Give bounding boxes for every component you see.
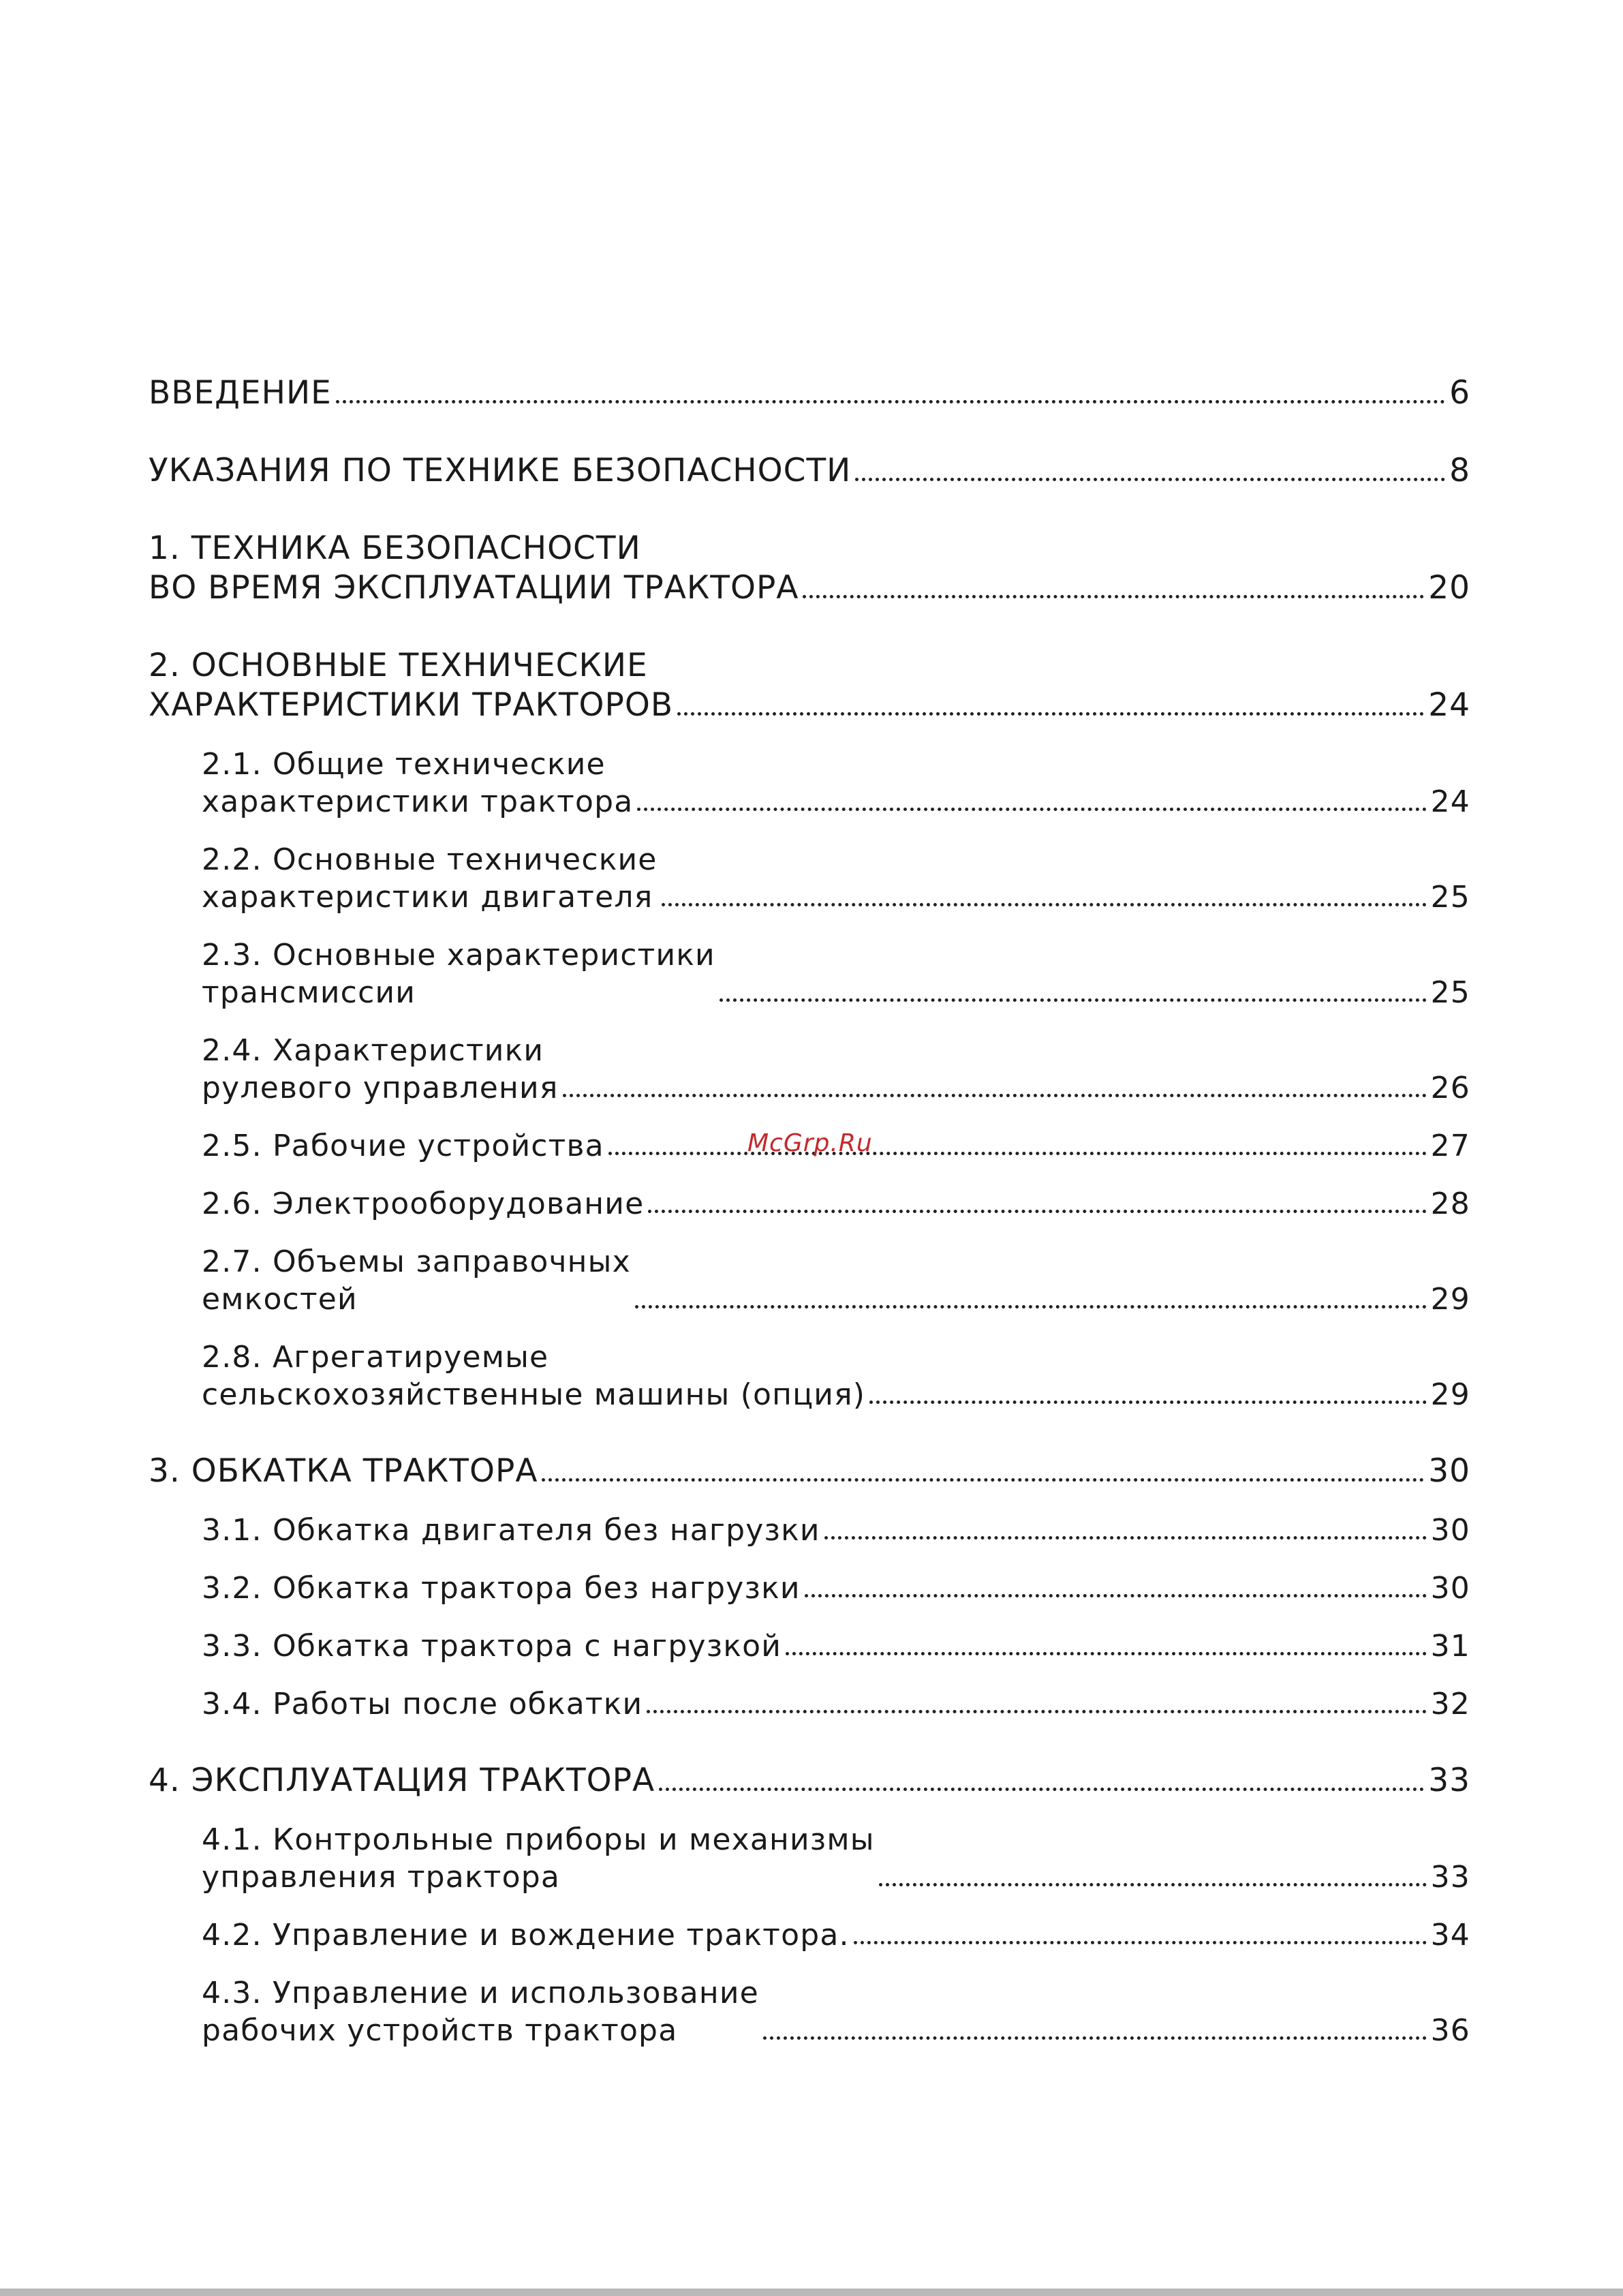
toc-page-number: 29	[1430, 1377, 1470, 1412]
toc-entry-title-line: 4.1. Контрольные приборы и механизмы	[202, 1822, 875, 1857]
toc-entry-title-line: ХАРАКТЕРИСТИКИ ТРАКТОРОВ	[149, 686, 674, 724]
toc-entry-title	[149, 1761, 655, 1801]
toc-entry-title-line: 4.2. Управление и вождение трактора.	[202, 1918, 850, 1953]
dot-leader	[805, 1594, 1427, 1597]
dot-leader	[677, 712, 1424, 716]
toc-page-number: 30	[1430, 1571, 1470, 1606]
toc-entry[interactable]	[149, 1512, 1470, 1549]
toc-entry-title	[202, 1627, 782, 1665]
toc-page-number: 25	[1430, 880, 1470, 915]
toc-entry-title-line: 2.5. Рабочие устройства	[202, 1129, 604, 1163]
toc-entry[interactable]	[149, 1685, 1470, 1723]
toc-entry-title	[202, 1127, 604, 1165]
dot-leader	[608, 1152, 1427, 1155]
toc-entry-title-line: 3. ОБКАТКА ТРАКТОРА	[149, 1452, 538, 1490]
dot-leader	[336, 400, 1445, 403]
toc-entry-title-line: характеристики двигателя	[202, 880, 653, 915]
toc-entry[interactable]	[149, 1338, 1470, 1413]
toc-entry-title-line: 2.6. Электрооборудование	[202, 1187, 645, 1221]
toc-entry[interactable]	[149, 1916, 1470, 1954]
toc-entry-title	[202, 1243, 631, 1318]
toc-entry-title-line: 2.1. Общие технические	[202, 747, 606, 782]
toc-entry-title-line: трансмиссии	[202, 975, 416, 1010]
toc-entry-title	[202, 936, 715, 1011]
toc-entry[interactable]	[149, 1627, 1470, 1665]
toc-entry-title-line: управления трактора	[202, 1860, 560, 1895]
toc-entry-title-line: ВВЕДЕНИЕ	[149, 374, 332, 412]
dot-leader	[563, 1094, 1427, 1097]
toc-entry[interactable]	[149, 1185, 1470, 1223]
toc-entry[interactable]	[149, 936, 1470, 1011]
toc-entry[interactable]	[149, 529, 1470, 608]
page-bottom-edge	[0, 2289, 1623, 2296]
dot-leader	[879, 1883, 1427, 1886]
toc-entry-title-line: 1. ТЕХНИКА БЕЗОПАСНОСТИ	[149, 530, 641, 567]
toc-entry-title-line: 2.3. Основные характеристики	[202, 938, 715, 973]
toc-page-number: 28	[1430, 1187, 1470, 1221]
toc-entry-title-line: 2. ОСНОВНЫЕ ТЕХНИЧЕСКИЕ	[149, 647, 648, 684]
toc-page-number: 20	[1428, 569, 1470, 607]
toc-entry-title-line: рулевого управления	[202, 1071, 559, 1105]
toc-page-number: 34	[1430, 1918, 1470, 1953]
toc-entry-title	[149, 1452, 538, 1491]
toc-entry[interactable]	[149, 373, 1470, 413]
toc-entry[interactable]	[149, 1570, 1470, 1607]
toc-entry-title	[202, 1916, 850, 1954]
toc-entry-title-line: емкостей	[202, 1282, 358, 1317]
toc-entry-title	[202, 746, 633, 821]
dot-leader	[635, 1305, 1427, 1308]
toc-entry-title	[149, 373, 332, 413]
toc-entry[interactable]	[149, 451, 1470, 491]
dot-leader	[824, 1536, 1427, 1540]
dot-leader	[659, 1788, 1424, 1791]
toc-entry-title-line: УКАЗАНИЯ ПО ТЕХНИКЕ БЕЗОПАСНОСТИ	[149, 452, 852, 489]
toc-entry-title	[202, 1032, 559, 1107]
toc-entry-title-line: рабочих устройств трактора	[202, 2013, 678, 2048]
dot-leader	[786, 1652, 1427, 1655]
toc-entry-title	[202, 1685, 643, 1723]
toc-entry-title-line: 4. ЭКСПЛУАТАЦИЯ ТРАКТОРА	[149, 1762, 655, 1799]
toc-entry-title-line: характеристики трактора	[202, 784, 634, 819]
toc-entry[interactable]	[149, 1032, 1470, 1107]
toc-entry-title	[202, 1974, 759, 2049]
toc-page-number: 33	[1428, 1762, 1470, 1799]
toc-entry-title-line: 3.2. Обкатка трактора без нагрузки	[202, 1571, 801, 1606]
toc-entry[interactable]	[149, 646, 1470, 725]
toc-page-number: 24	[1428, 686, 1470, 724]
toc-entry[interactable]	[149, 1974, 1470, 2049]
dot-leader	[855, 478, 1445, 481]
toc-page-number: 29	[1430, 1282, 1470, 1317]
toc-page-number: 6	[1449, 374, 1470, 412]
toc-entry-title	[202, 1338, 865, 1413]
toc-entry[interactable]	[149, 841, 1470, 916]
toc-entry-title	[202, 1185, 644, 1223]
toc-entry[interactable]	[149, 1243, 1470, 1318]
toc-entry-title-line: 2.2. Основные технические	[202, 842, 658, 877]
toc-entry-title	[202, 841, 658, 916]
toc-page-number: 32	[1430, 1687, 1470, 1721]
toc-page-number: 27	[1430, 1129, 1470, 1163]
dot-leader	[542, 1478, 1424, 1482]
dot-leader	[647, 1710, 1426, 1713]
dot-leader	[854, 1941, 1427, 1944]
toc-entry-title-line: 3.4. Работы после обкатки	[202, 1687, 643, 1721]
toc-entry-title	[149, 646, 673, 725]
toc-entry[interactable]	[149, 1761, 1470, 1801]
toc-page-number: 8	[1449, 452, 1470, 489]
toc-entry-title-line: 2.8. Агрегатируемые	[202, 1340, 549, 1375]
toc-entry-title-line: 2.4. Характеристики	[202, 1033, 544, 1068]
toc-entry-title	[149, 451, 851, 491]
dot-leader	[648, 1210, 1426, 1213]
dot-leader	[763, 2036, 1427, 2040]
dot-leader	[869, 1400, 1426, 1404]
toc-entry-title	[202, 1570, 801, 1607]
watermark: McGrp.Ru	[747, 1129, 873, 1157]
toc-entry[interactable]	[149, 1452, 1470, 1491]
toc-page-number: 31	[1430, 1629, 1470, 1664]
dot-leader	[662, 903, 1427, 906]
table-of-contents	[149, 373, 1470, 2049]
toc-entry-title-line: ВО ВРЕМЯ ЭКСПЛУАТАЦИИ ТРАКТОРА	[149, 569, 799, 607]
toc-entry[interactable]	[149, 746, 1470, 821]
toc-entry-title-line: 2.7. Объемы заправочных	[202, 1244, 631, 1279]
toc-page-number: 30	[1428, 1452, 1470, 1490]
dot-leader	[637, 808, 1426, 811]
toc-entry-title-line: 3.1. Обкатка двигателя без нагрузки	[202, 1513, 820, 1548]
toc-entry-title-line: сельскохозяйственные машины (опция)	[202, 1377, 866, 1412]
toc-page-number: 24	[1430, 784, 1470, 819]
toc-page-number: 33	[1430, 1860, 1470, 1895]
toc-entry-title-line: 4.3. Управление и использование	[202, 1976, 759, 2010]
toc-page-number: 36	[1430, 2013, 1470, 2048]
toc-page-number: 25	[1430, 975, 1470, 1010]
toc-entry[interactable]	[149, 1821, 1470, 1896]
toc-page-number: 30	[1430, 1513, 1470, 1548]
toc-page-number: 26	[1430, 1071, 1470, 1105]
dot-leader	[803, 595, 1424, 598]
dot-leader	[720, 998, 1427, 1002]
toc-entry-title	[202, 1821, 875, 1896]
toc-entry-title-line: 3.3. Обкатка трактора с нагрузкой	[202, 1629, 782, 1664]
toc-entry-title	[149, 529, 799, 608]
toc-entry-title	[202, 1512, 820, 1549]
